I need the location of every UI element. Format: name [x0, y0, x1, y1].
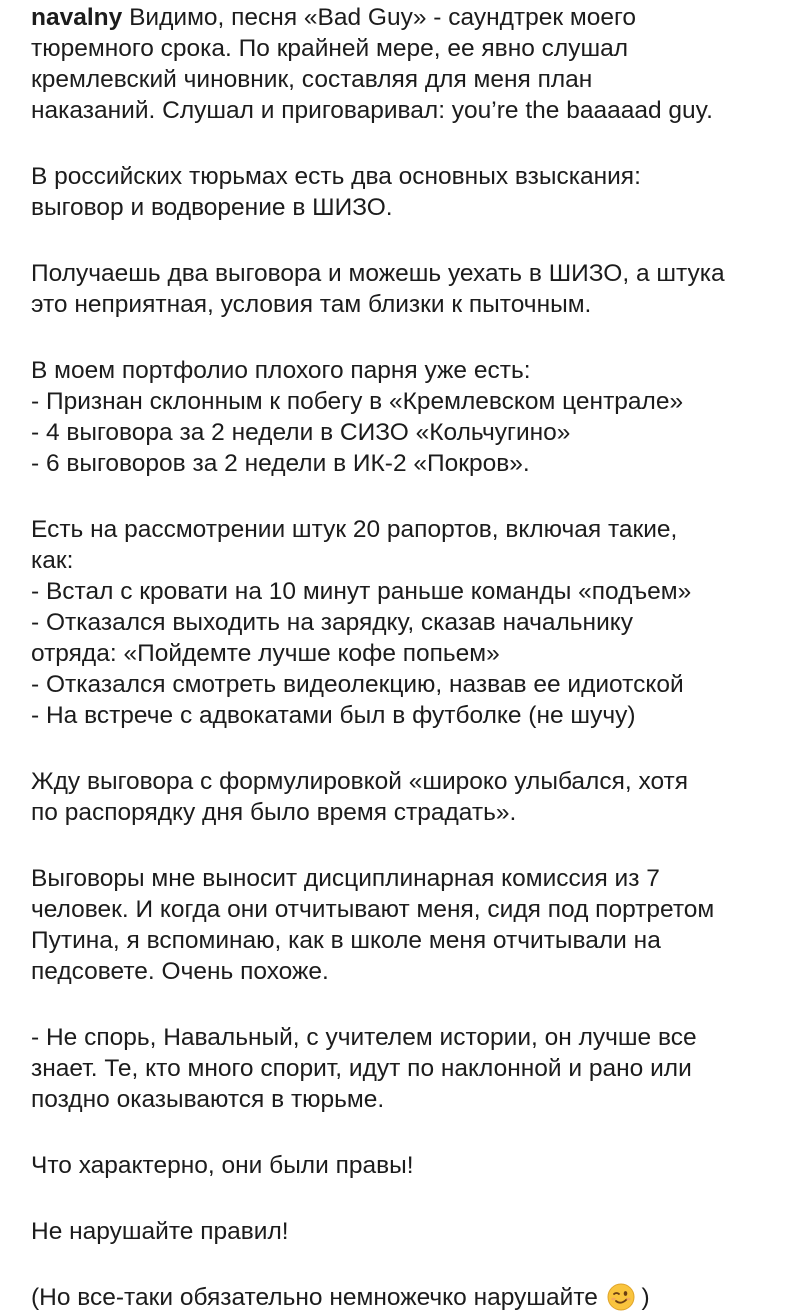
paragraph-gap — [31, 1115, 771, 1150]
caption-paragraph — [31, 1150, 771, 1181]
username[interactable]: navalny — [31, 4, 123, 31]
caption-paragraph — [31, 1216, 771, 1247]
caption-text: (Но все-таки обязательно немножечко нарушайте — [31, 1284, 598, 1311]
caption-line: отряда: «Пойдемте лучше кофе попьем» — [31, 640, 500, 667]
paragraph-gap — [31, 320, 771, 355]
caption-line: - Отказался выходить на зарядку, сказав начальнику — [31, 609, 633, 636]
caption-line: Выговоры мне выносит дисциплинарная комиссия из 7 — [31, 865, 660, 892]
caption-paragraph — [31, 355, 771, 479]
caption-line: как: — [31, 547, 74, 574]
caption-paragraph — [31, 1022, 771, 1115]
paragraph-gap — [31, 223, 771, 258]
caption-line: - Признан склонным к побегу в «Кремлевском централе» — [31, 388, 684, 415]
caption-line: кремлевский чиновник, составляя для меня план — [31, 66, 593, 93]
caption-line: - Отказался смотреть видеолекцию, назвав ее идиотской — [31, 671, 684, 698]
caption-line: Не нарушайте правил! — [31, 1218, 289, 1245]
caption-line: - Встал с кровати на 10 минут раньше команды «подъем» — [31, 578, 692, 605]
caption-line: поздно оказываются в тюрьме. — [31, 1086, 385, 1113]
paragraph-gap — [31, 828, 771, 863]
winking-face-emoji-icon — [607, 1283, 635, 1311]
caption-paragraph — [31, 766, 771, 828]
caption-line: педсовете. Очень похоже. — [31, 958, 329, 985]
caption-line: - 6 выговоров за 2 недели в ИК-2 «Покров». — [31, 450, 530, 477]
caption-line — [31, 2, 771, 33]
paragraph-gap — [31, 731, 771, 766]
caption-text: ) — [641, 1284, 650, 1311]
caption-line: Жду выговора с формулировкой «широко улыбался, хотя — [31, 768, 689, 795]
caption-line: Что характерно, они были правы! — [31, 1152, 414, 1179]
caption-line: по распорядку дня было время страдать». — [31, 799, 517, 826]
caption-line: тюремного срока. По крайней мере, ее явно слушал — [31, 35, 629, 62]
caption-line: - Не спорь, Навальный, с учителем истории, он лучше все — [31, 1024, 697, 1051]
caption-paragraph — [31, 514, 771, 731]
paragraph-gap — [31, 126, 771, 161]
caption-line: наказаний. Слушал и приговаривал: you’re the baaaaad guy. — [31, 97, 713, 124]
caption-paragraph — [31, 258, 771, 320]
paragraph-gap — [31, 1247, 771, 1282]
caption-line: это неприятная, условия там близки к пыточным. — [31, 291, 592, 318]
caption-last-line — [31, 1282, 771, 1313]
caption-paragraph — [31, 33, 771, 126]
caption-paragraph — [31, 863, 771, 987]
paragraph-gap — [31, 479, 771, 514]
caption-line: В моем портфолио плохого парня уже есть: — [31, 357, 531, 384]
caption-line: выговор и водворение в ШИЗО. — [31, 194, 393, 221]
paragraph-gap — [31, 1181, 771, 1216]
caption-line: человек. И когда они отчитывают меня, сидя под портретом — [31, 896, 715, 923]
caption-text: Видимо, песня «Bad Guy» - саундтрек моего — [129, 4, 637, 31]
caption-line: В российских тюрьмах есть два основных взыскания: — [31, 163, 641, 190]
caption-line: Есть на рассмотрении штук 20 рапортов, включая такие, — [31, 516, 678, 543]
caption-paragraph — [31, 161, 771, 223]
caption-line: Путина, я вспоминаю, как в школе меня отчитывали на — [31, 927, 661, 954]
paragraph-gap — [31, 987, 771, 1022]
caption-line: - На встрече с адвокатами был в футболке (не шучу) — [31, 702, 636, 729]
caption-line: знает. Те, кто много спорит, идут по наклонной и рано или — [31, 1055, 692, 1082]
caption-line: Получаешь два выговора и можешь уехать в ШИЗО, а штука — [31, 260, 725, 287]
caption-body — [31, 33, 771, 1282]
post-caption — [31, 0, 771, 1313]
caption-line: - 4 выговора за 2 недели в СИЗО «Кольчугино» — [31, 419, 571, 446]
